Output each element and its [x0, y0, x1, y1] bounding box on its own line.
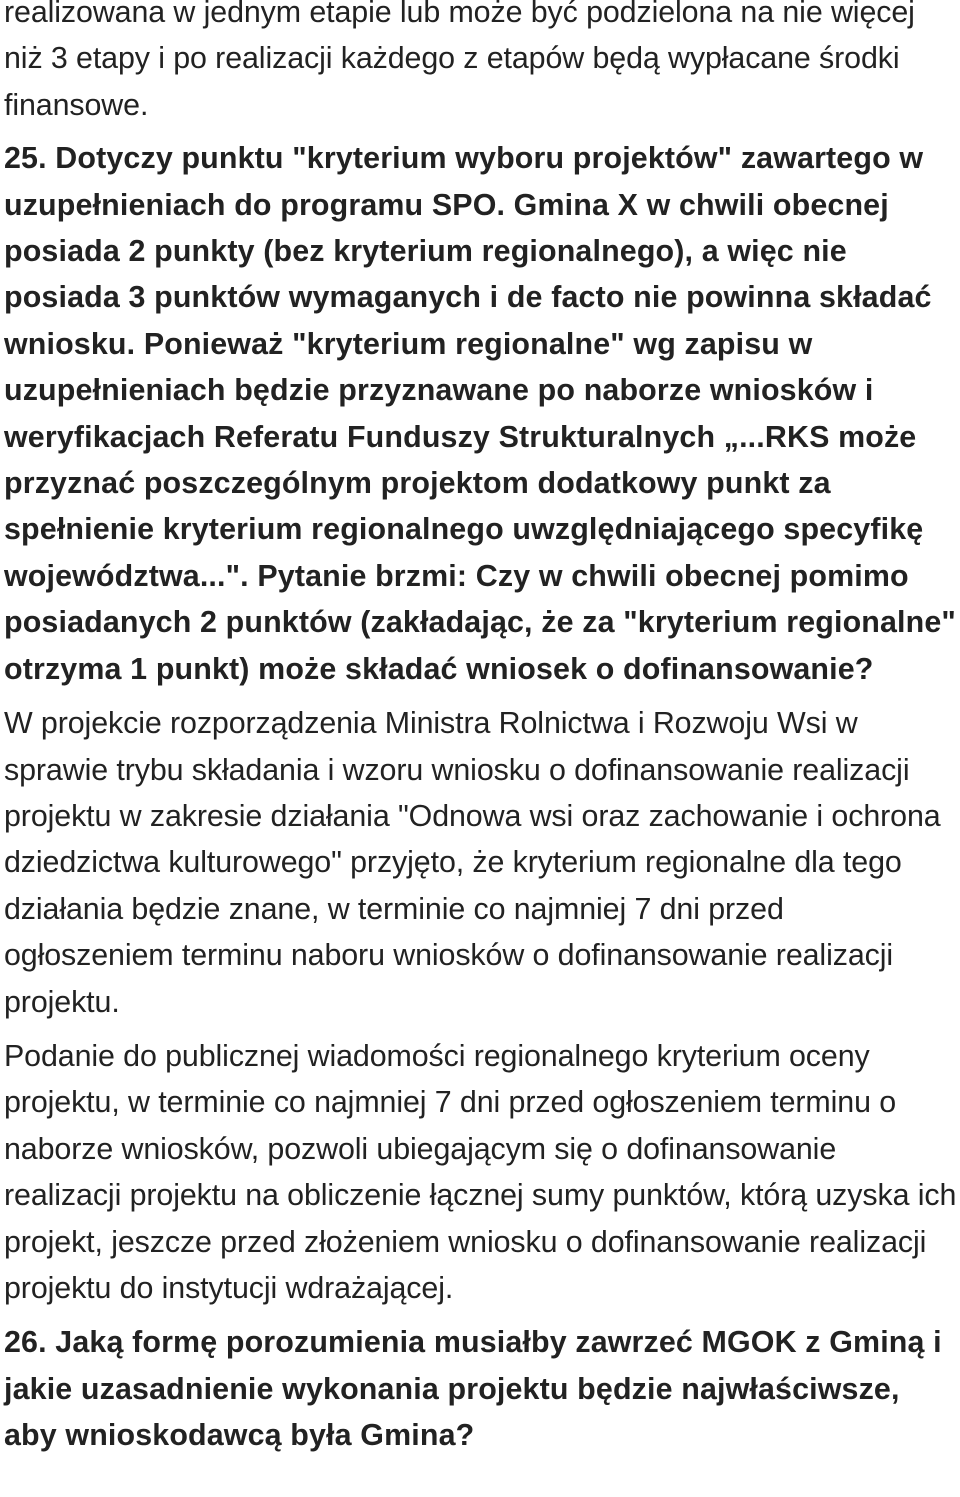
document-page: [4, 0, 958, 1459]
question-26-paragraph: 26. Jaką formę porozumienia musiałby zawrzeć MGOK z Gminą i jakie uzasadnienie wykonania projektu będzie najwłaściwsze, aby wnioskodawcą była Gmina?: [4, 1325, 942, 1453]
answer-25-paragraph-1: W projekcie rozporządzenia Ministra Rolnictwa i Rozwoju Wsi w sprawie trybu składania i wzoru wniosku o dofinansowanie realizacji projektu w zakresie działania "Odnowa wsi oraz zachowanie i ochrona dziedzictwa kulturowego" przyjęto, że kryterium regionalne dla tego działania będzie znane, w terminie co najmniej 7 dni przed ogłoszeniem terminu naboru wniosków o dofinansowanie realizacji projektu.: [4, 706, 941, 1019]
paragraph-continuation: realizowana w jednym etapie lub może być podzielona na nie więcej niż 3 etapy i po realizacji każdego z etapów będą wypłacane środki finansowe.: [4, 0, 915, 122]
answer-25-paragraph-2: Podanie do publicznej wiadomości regionalnego kryterium oceny projektu, w terminie co najmniej 7 dni przed ogłoszeniem terminu o naborze wniosków, pozwoli ubiegającym się o dofinansowanie realizacji projektu na obliczenie łącznej sumy punktów, którą uzyska ich projekt, jeszcze przed złożeniem wniosku o dofinansowanie realizacji projektu do instytucji wdrażającej.: [4, 1038, 957, 1305]
question-25-paragraph: 25. Dotyczy punktu "kryterium wyboru projektów" zawartego w uzupełnieniach do programu SPO. Gmina X w chwili obecnej posiada 2 punkty (bez kryterium regionalnego), a więc nie posiada 3 punktów wymaganych i de facto nie powinna składać wniosku. Ponieważ "kryterium regionalne" wg zapisu w uzupełnieniach będzie przyznawane po naborze wniosków i weryfikacjach Referatu Funduszy Strukturalnych „...RKS może przyznać poszczególnym projektom dodatkowy punkt za spełnienie kryterium regionalnego uwzględniającego specyfikę województwa...". Pytanie brzmi: Czy w chwili obecnej pomimo posiadanych 2 punktów (zakładając, że za "kryterium regionalne" otrzyma 1 punkt) może składać wniosek o dofinansowanie?: [4, 141, 956, 686]
